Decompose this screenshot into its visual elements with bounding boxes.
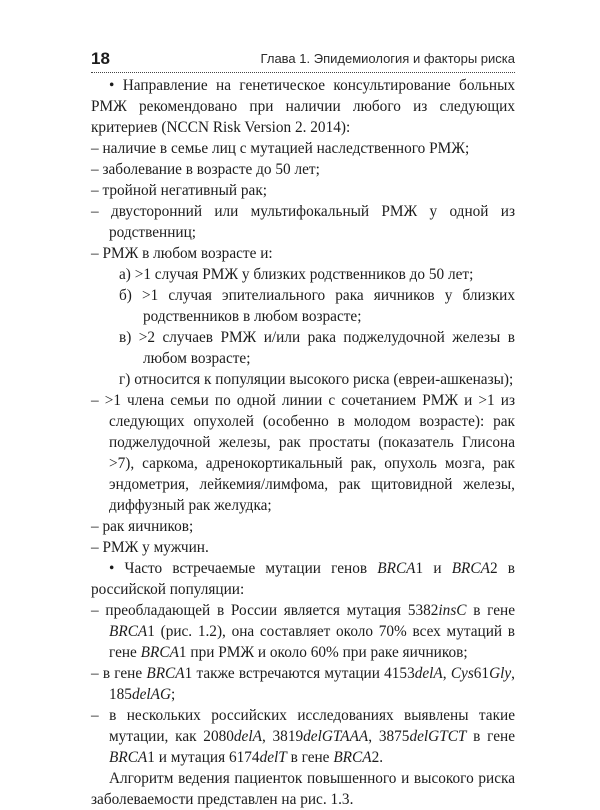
criterion-item: – РМЖ в любом возрасте и:: [91, 245, 273, 262]
criterion-item: – заболевание в возрасте до 50 лет;: [91, 161, 320, 178]
conclusion-paragraph: Алгоритм ведения пациенток повышенного и высокого риска заболеваемости представлен на рис. 1.3.: [91, 770, 515, 808]
sub-criterion-item: в) >2 случаев РМЖ и/или рака поджелудочной железы в любом возрасте;: [119, 329, 515, 367]
header-rule: [91, 72, 515, 73]
criterion-item: – рак яичников;: [91, 518, 194, 535]
criterion-item: – РМЖ у мужчин.: [91, 539, 209, 556]
page-content: [91, 75, 515, 810]
page-header: [91, 49, 515, 71]
genetic-counseling-intro: • Направление на генетическое консультирование больных РМЖ рекомендовано при наличии любого из следующих критериев (NCCN Risk Version 2. 2014):: [91, 77, 515, 136]
mutation-item: – в гене BRCA1 также встречаются мутации 4153delA, Cys61Gly, 185delAG;: [91, 665, 515, 703]
sub-criterion-item: г) относится к популяции высокого риска (евреи-ашкеназы);: [119, 371, 514, 388]
mutations-intro: • Часто встречаемые мутации генов BRCA1 и BRCA2 в российской популяции:: [91, 560, 516, 598]
sub-criterion-item: а) >1 случая РМЖ у близких родственников до 50 лет;: [119, 266, 474, 283]
mutation-item: – преобладающей в России является мутация 5382insC в гене BRCA1 (рис. 1.2), она составляет около 70% всех мутаций в гене BRCA1 при РМЖ и около 60% при раке яичников;: [91, 602, 516, 661]
sub-criterion-item: б) >1 случая эпителиального рака яичников у близких родственников в любом возрасте;: [119, 287, 515, 325]
running-head: Глава 1. Эпидемиология и факторы риска: [260, 51, 515, 66]
page-number: 18: [91, 49, 110, 68]
criterion-item: – двусторонний или мультифокальный РМЖ у одной из родственниц;: [91, 203, 515, 241]
criterion-item: – >1 члена семьи по одной линии с сочетанием РМЖ и >1 из следующих опухолей (особенно в молодом возрасте): рак поджелудочной железы, рак простаты (показатель Глисона >7), саркома, адренокортикальный рак, опухоль мозга, рак эндометрия, лейкемия/лимфома, рак щитовидной железы, диффузный рак желудка;: [91, 392, 515, 514]
criterion-item: – наличие в семье лиц с мутацией наследственного РМЖ;: [91, 140, 470, 157]
mutation-item: – в нескольких российских исследованиях выявлены такие мутации, как 2080delA, 3819delGTAAA, 3875delGTCT в гене BRCA1 и мутация 6174delT в гене BRCA2.: [91, 707, 515, 766]
criterion-item: – тройной негативный рак;: [91, 182, 268, 199]
